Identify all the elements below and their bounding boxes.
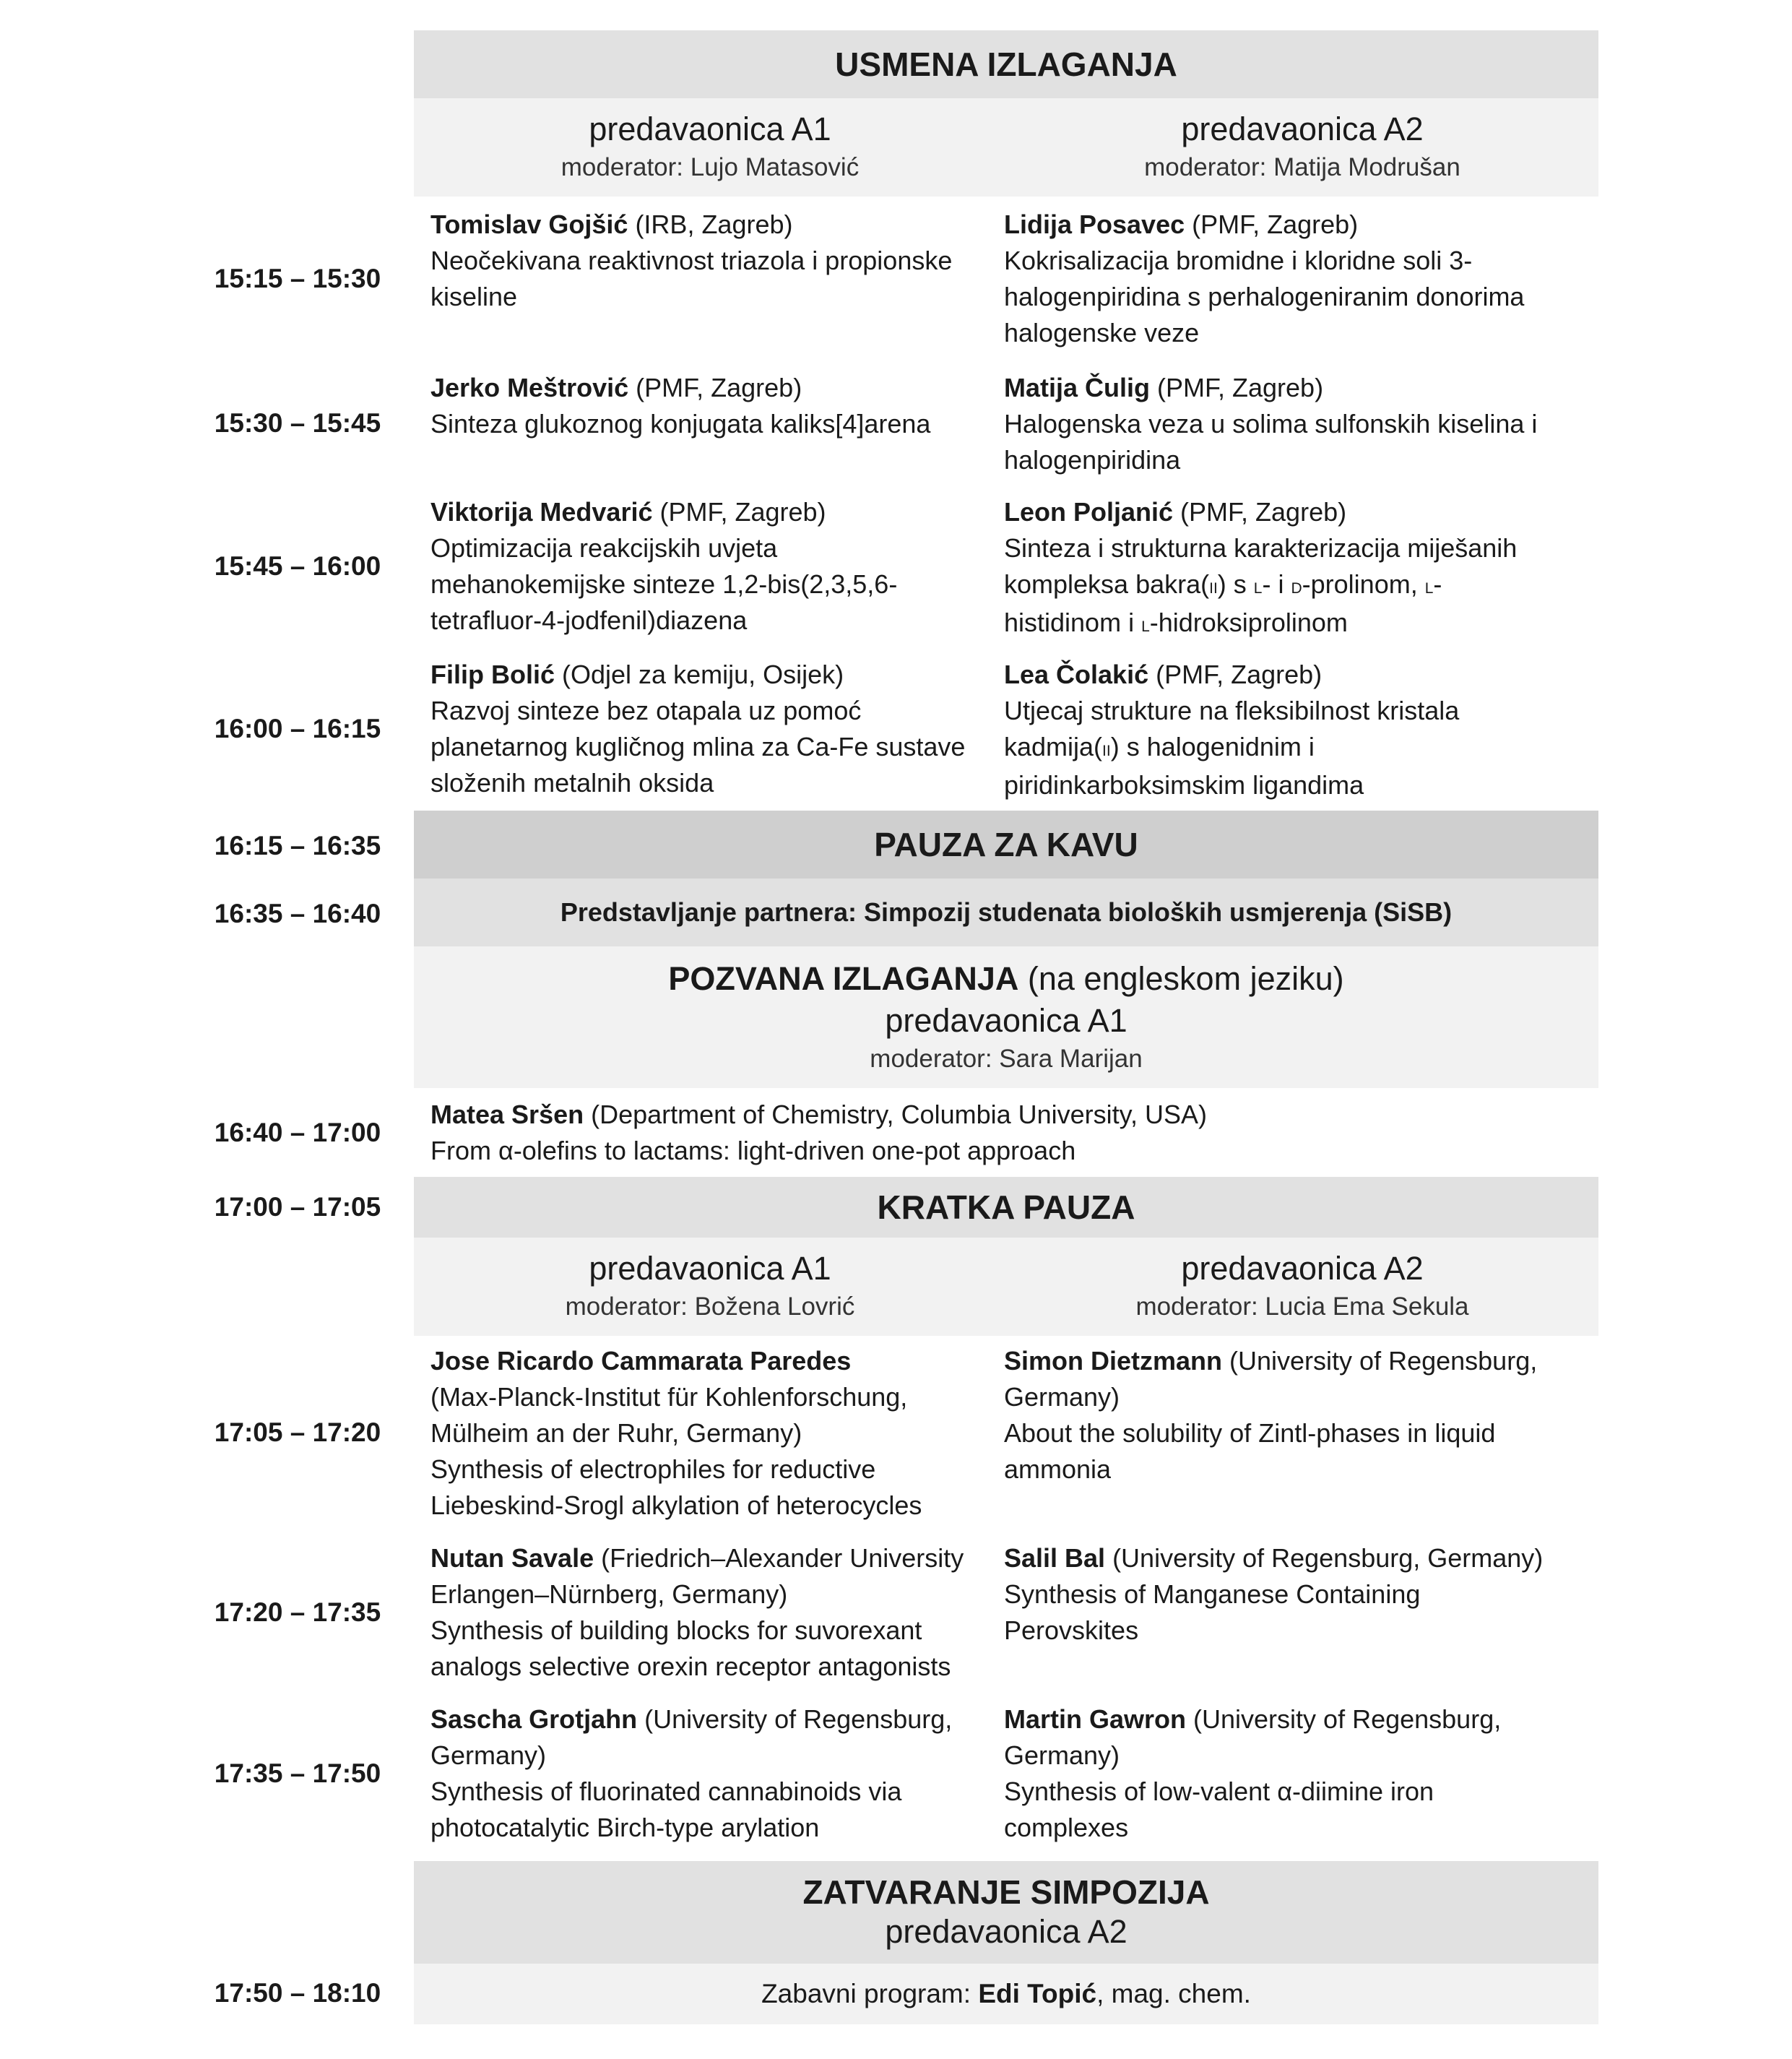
talk-title: Synthesis of electrophiles for reductive Liebeskind-Srogl alkylation of heterocycles [430,1454,922,1520]
talk-title: Synthesis of building blocks for suvorexant analogs selective orexin receptor antagonists [430,1615,951,1681]
talk-title: About the solubility of Zintl-phases in liquid ammonia [1004,1418,1496,1484]
time-slot: 15:45 – 16:00 [214,551,381,581]
room-a1-label: predavaonica A1 [589,111,831,147]
closing-title: ZATVARANJE SIMPOZIJA [802,1873,1210,1911]
room-a1-header [414,109,1006,186]
room-a2-label: predavaonica A2 [1181,1250,1424,1287]
speaker-affiliation: (Department of Chemistry, Columbia University, USA) [584,1100,1208,1129]
room-a2-header [1006,109,1598,186]
speaker-name: Jerko Meštrović [430,373,629,402]
closing-header [414,1861,1598,1964]
time-slot: 17:35 – 17:50 [214,1758,381,1788]
speaker-name: Matea Sršen [430,1100,584,1129]
talk-a2 [1004,657,1553,803]
speaker-affiliation: (Odjel za kemiju, Osijek) [555,660,844,689]
talk-a1 [430,657,979,801]
time-slot: 15:15 – 15:30 [214,264,381,293]
room-a1-header [414,1248,1006,1325]
speaker-affiliation: (Friedrich–Alexander University Erlangen–Nürnberg, Germany) [430,1543,964,1609]
talk-a1 [430,494,979,639]
talk-a1 [430,1540,979,1685]
speaker-affiliation: (PMF, Zagreb) [1150,373,1324,402]
speaker-affiliation: (PMF, Zagreb) [1173,497,1347,527]
moderator-a1: moderator: Lujo Matasović [560,153,860,181]
talk-title: Synthesis of low-valent α-diimine iron complexes [1004,1777,1434,1842]
fun-program-text: Zabavni program: Edi Topić, mag. chem. [761,1979,1251,2008]
time-slot: 17:05 – 17:20 [214,1417,381,1447]
moderator-a2: moderator: Lucia Ema Sekula [1135,1292,1469,1321]
speaker-name: Leon Poljanić [1004,497,1174,527]
talk-title: Sinteza glukoznog konjugata kaliks[4]arena [430,409,931,439]
speaker-affiliation: (PMF, Zagreb) [1185,210,1359,239]
room-a2-label: predavaonica A2 [1181,111,1424,147]
fun-program-band [414,1964,1598,2024]
time-slot: 16:15 – 16:35 [214,831,381,860]
speaker-name: Nutan Savale [430,1543,594,1573]
speaker-name: Simon Dietzmann [1004,1346,1223,1376]
closing-room: predavaonica A2 [885,1913,1127,1950]
speaker-affiliation: (IRB, Zagreb) [628,210,793,239]
talk-a2 [1004,370,1553,478]
time-slot: 15:30 – 15:45 [214,408,381,438]
talk-a2 [1004,1540,1553,1649]
talk-a2 [1004,1701,1553,1846]
speaker-affiliation: (Max-Planck-Institut für Kohlenforschung, Mülheim an der Ruhr, Germany) [430,1382,908,1448]
room-a2-header [1006,1248,1598,1325]
partner-text: Predstavljanje partnera: Simpozij studenata bioloških usmjerenja (SiSB) [560,897,1453,927]
speaker-affiliation: (PMF, Zagreb) [628,373,802,402]
speaker-name: Jose Ricardo Cammarata Paredes [430,1346,852,1376]
invited-title: POZVANA IZLAGANJA (na engleskom jeziku) [668,960,1344,997]
invited-room: predavaonica A1 [885,1002,1127,1039]
time-slot: 17:00 – 17:05 [214,1192,381,1222]
usmena-rooms [414,98,1598,197]
speaker-affiliation: (University of Regensburg, Germany) [1004,1346,1538,1412]
talk-title: Razvoj sinteze bez otapala uz pomoć planetarnog kugličnog mlina za Ca-Fe sustave složenih metalnih oksida [430,696,966,798]
speaker-name: Tomislav Gojšić [430,210,628,239]
usmena-header [414,30,1598,98]
speaker-name: Sascha Grotjahn [430,1704,638,1734]
usmena-title: USMENA IZLAGANJA [835,46,1177,83]
talk-title: Synthesis of fluorinated cannabinoids via photocatalytic Birch-type arylation [430,1777,902,1842]
talk-a2 [1004,494,1553,643]
talk-title: Synthesis of Manganese Containing Perovskites [1004,1579,1421,1645]
speaker-affiliation: (PMF, Zagreb) [1148,660,1323,689]
talk-a1 [430,207,979,315]
speaker-name: Lea Čolakić [1004,660,1149,689]
invited-moderator: moderator: Sara Marijan [870,1045,1143,1073]
talk-a1 [430,1343,979,1524]
moderator-a2: moderator: Matija Modrušan [1144,153,1460,181]
time-slot: 17:20 – 17:35 [214,1597,381,1627]
talk-a2 [1004,1343,1553,1488]
speaker-name: Viktorija Medvarić [430,497,653,527]
speaker-affiliation: (University of Regensburg, Germany) [1105,1543,1544,1573]
time-slot: 16:40 – 17:00 [214,1118,381,1147]
speaker-name: Matija Čulig [1004,373,1151,402]
talk-title: Kokrisalizacija bromidne i kloridne soli 3-halogenpiridina s perhalogeniranim donorima halogenske veze [1004,246,1525,348]
time-slot: 16:00 – 16:15 [214,714,381,743]
room-a1-label: predavaonica A1 [589,1250,831,1287]
talk-title: Halogenska veza u solima sulfonskih kiselina i halogenpiridina [1004,409,1538,475]
invited-talk [430,1097,1586,1169]
talk-title: Utjecaj strukture na fleksibilnost kristala kadmija(ii) s halogenidnim i piridinkarboksimskim ligandima [1004,696,1460,800]
invited-header [414,946,1598,1088]
talk-title: Optimizacija reakcijskih uvjeta mehanokemijske sinteze 1,2-bis(2,3,5,6-tetrafluor-4-jodfenil)diazena [430,533,898,635]
time-slot: 16:35 – 16:40 [214,899,381,928]
speaker-affiliation: (University of Regensburg, Germany) [430,1704,953,1770]
talk-a2 [1004,207,1553,351]
talk-a1 [430,1701,979,1846]
talk-title: Sinteza i strukturna karakterizacija miješanih kompleksa bakra(ii) s l- i d-prolinom, l-histidinom i l-hidroksiprolinom [1004,533,1518,637]
talk-title: Neočekivana reaktivnost triazola i propionske kiseline [430,246,953,311]
time-slot: 17:50 – 18:10 [214,1978,381,2008]
speaker-name: Martin Gawron [1004,1704,1187,1734]
talk-title: From α-olefins to lactams: light-driven one-pot approach [430,1136,1076,1165]
speaker-affiliation: (University of Regensburg, Germany) [1004,1704,1502,1770]
coffee-break-band [414,811,1598,879]
moderator-a1: moderator: Božena Lovrić [565,1292,855,1321]
short-break-title: KRATKA PAUZA [877,1188,1135,1226]
speaker-name: Lidija Posavec [1004,210,1185,239]
second-rooms [414,1238,1598,1336]
speaker-affiliation: (PMF, Zagreb) [652,497,826,527]
talk-a1 [430,370,979,442]
short-break-band [414,1177,1598,1238]
partner-band [414,879,1598,946]
coffee-break-title: PAUZA ZA KAVU [874,826,1138,863]
speaker-name: Salil Bal [1004,1543,1106,1573]
speaker-name: Filip Bolić [430,660,555,689]
